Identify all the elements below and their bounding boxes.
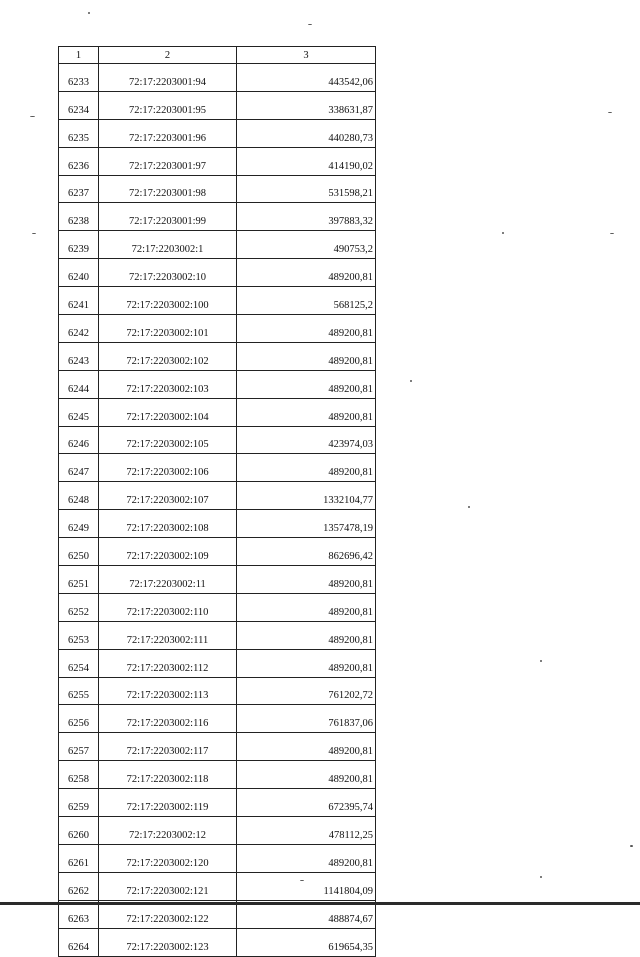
cadastral-number: 72:17:2203002:109	[99, 538, 237, 566]
cadastral-value: 489200,81	[237, 649, 376, 677]
cadastral-value: 1357478,19	[237, 510, 376, 538]
cadastral-number: 72:17:2203001:95	[99, 91, 237, 119]
table-row	[59, 593, 376, 621]
row-number: 6234	[59, 91, 99, 119]
row-number: 6245	[59, 398, 99, 426]
cadastral-value: 1332104,77	[237, 482, 376, 510]
cadastral-value: 489200,81	[237, 733, 376, 761]
cadastral-number: 72:17:2203001:94	[99, 64, 237, 92]
scan-speck	[88, 12, 90, 14]
row-number: 6249	[59, 510, 99, 538]
cadastral-value: 761837,06	[237, 705, 376, 733]
table-row	[59, 287, 376, 315]
cadastral-value: 397883,32	[237, 203, 376, 231]
cadastral-number: 72:17:2203002:110	[99, 593, 237, 621]
row-number: 6238	[59, 203, 99, 231]
table-row	[59, 91, 376, 119]
table-row	[59, 649, 376, 677]
header-row	[59, 47, 376, 64]
cadastral-value: 489200,81	[237, 844, 376, 872]
row-number: 6233	[59, 64, 99, 92]
table-row	[59, 872, 376, 900]
cadastral-number: 72:17:2203001:97	[99, 147, 237, 175]
cadastral-value: 489200,81	[237, 398, 376, 426]
row-number: 6244	[59, 370, 99, 398]
scan-speck	[540, 876, 542, 878]
row-number: 6264	[59, 928, 99, 956]
cadastral-value: 1141804,09	[237, 872, 376, 900]
row-number: 6248	[59, 482, 99, 510]
column-header: 2	[99, 47, 237, 64]
cadastral-value: 489200,81	[237, 259, 376, 287]
cadastral-number: 72:17:2203002:118	[99, 761, 237, 789]
row-number: 6255	[59, 677, 99, 705]
scan-speck	[410, 380, 412, 382]
row-number: 6259	[59, 789, 99, 817]
scan-speck	[608, 112, 612, 113]
cadastral-value: 489200,81	[237, 315, 376, 343]
table-row	[59, 370, 376, 398]
cadastral-number: 72:17:2203002:111	[99, 621, 237, 649]
table-row	[59, 398, 376, 426]
row-number: 6239	[59, 231, 99, 259]
table-row	[59, 817, 376, 845]
cadastral-number: 72:17:2203002:112	[99, 649, 237, 677]
cadastral-number: 72:17:2203002:106	[99, 454, 237, 482]
row-number: 6246	[59, 426, 99, 454]
scan-speck	[308, 24, 312, 25]
table-row	[59, 705, 376, 733]
scan-speck	[30, 116, 35, 117]
scan-speck	[32, 233, 36, 234]
table-row	[59, 538, 376, 566]
cadastral-value: 440280,73	[237, 119, 376, 147]
cadastral-value: 478112,25	[237, 817, 376, 845]
cadastral-number: 72:17:2203002:119	[99, 789, 237, 817]
row-number: 6258	[59, 761, 99, 789]
scan-speck	[468, 506, 470, 508]
cadastral-number: 72:17:2203002:100	[99, 287, 237, 315]
cadastral-value: 761202,72	[237, 677, 376, 705]
row-number: 6263	[59, 900, 99, 928]
table-row	[59, 147, 376, 175]
row-number: 6250	[59, 538, 99, 566]
column-header: 3	[237, 47, 376, 64]
row-number: 6256	[59, 705, 99, 733]
cadastral-number: 72:17:2203002:123	[99, 928, 237, 956]
cadastral-value: 531598,21	[237, 175, 376, 203]
table-row	[59, 789, 376, 817]
table-row	[59, 64, 376, 92]
cadastral-number: 72:17:2203002:103	[99, 370, 237, 398]
cadastral-value: 488874,67	[237, 900, 376, 928]
cadastral-value: 423974,03	[237, 426, 376, 454]
row-number: 6251	[59, 566, 99, 594]
data-table	[58, 46, 376, 957]
row-number: 6252	[59, 593, 99, 621]
cadastral-value: 338631,87	[237, 91, 376, 119]
table-row	[59, 510, 376, 538]
cadastral-value: 443542,06	[237, 64, 376, 92]
table-row	[59, 119, 376, 147]
table-row	[59, 677, 376, 705]
row-number: 6257	[59, 733, 99, 761]
scan-speck	[630, 845, 633, 847]
cadastral-number: 72:17:2203002:113	[99, 677, 237, 705]
cadastral-value: 672395,74	[237, 789, 376, 817]
table-row	[59, 761, 376, 789]
cadastral-value: 619654,35	[237, 928, 376, 956]
cadastral-number: 72:17:2203002:116	[99, 705, 237, 733]
cadastral-value: 489200,81	[237, 370, 376, 398]
cadastral-number: 72:17:2203002:107	[99, 482, 237, 510]
cadastral-value: 489200,81	[237, 621, 376, 649]
scan-speck	[502, 232, 504, 234]
table-row	[59, 315, 376, 343]
row-number: 6235	[59, 119, 99, 147]
row-number: 6237	[59, 175, 99, 203]
table-row	[59, 482, 376, 510]
row-number: 6261	[59, 844, 99, 872]
column-header: 1	[59, 47, 99, 64]
cadastral-value: 489200,81	[237, 342, 376, 370]
row-number: 6260	[59, 817, 99, 845]
cadastral-number: 72:17:2203002:102	[99, 342, 237, 370]
table-row	[59, 928, 376, 956]
table-row	[59, 203, 376, 231]
cadastral-number: 72:17:2203001:98	[99, 175, 237, 203]
cadastral-value: 489200,81	[237, 761, 376, 789]
scan-speck	[540, 660, 542, 662]
table-row	[59, 566, 376, 594]
table-row	[59, 342, 376, 370]
row-number: 6247	[59, 454, 99, 482]
table-row	[59, 844, 376, 872]
row-number: 6240	[59, 259, 99, 287]
cadastral-number: 72:17:2203002:117	[99, 733, 237, 761]
row-number: 6242	[59, 315, 99, 343]
cadastral-number: 72:17:2203002:1	[99, 231, 237, 259]
cadastral-number: 72:17:2203002:104	[99, 398, 237, 426]
table-row	[59, 175, 376, 203]
row-number: 6253	[59, 621, 99, 649]
cadastral-value: 490753,2	[237, 231, 376, 259]
cadastral-value: 489200,81	[237, 566, 376, 594]
cadastral-value: 489200,81	[237, 454, 376, 482]
cadastral-number: 72:17:2203002:120	[99, 844, 237, 872]
row-number: 6236	[59, 147, 99, 175]
cadastral-number: 72:17:2203002:101	[99, 315, 237, 343]
table-row	[59, 621, 376, 649]
cadastral-value: 568125,2	[237, 287, 376, 315]
table-row	[59, 426, 376, 454]
cadastral-number: 72:17:2203002:11	[99, 566, 237, 594]
cadastral-number: 72:17:2203002:122	[99, 900, 237, 928]
table-row	[59, 259, 376, 287]
table-body	[59, 64, 376, 957]
cadastral-number: 72:17:2203002:10	[99, 259, 237, 287]
table-row	[59, 231, 376, 259]
cadastral-number: 72:17:2203001:99	[99, 203, 237, 231]
cadastral-value: 862696,42	[237, 538, 376, 566]
cadastral-number: 72:17:2203002:12	[99, 817, 237, 845]
cadastral-value: 489200,81	[237, 593, 376, 621]
cadastral-number: 72:17:2203002:105	[99, 426, 237, 454]
cadastral-number: 72:17:2203002:108	[99, 510, 237, 538]
row-number: 6243	[59, 342, 99, 370]
row-number: 6262	[59, 872, 99, 900]
cadastral-number: 72:17:2203001:96	[99, 119, 237, 147]
cadastral-value: 414190,02	[237, 147, 376, 175]
table-row	[59, 454, 376, 482]
row-number: 6241	[59, 287, 99, 315]
cadastral-number: 72:17:2203002:121	[99, 872, 237, 900]
table-row	[59, 733, 376, 761]
scan-speck	[610, 233, 614, 234]
row-number: 6254	[59, 649, 99, 677]
